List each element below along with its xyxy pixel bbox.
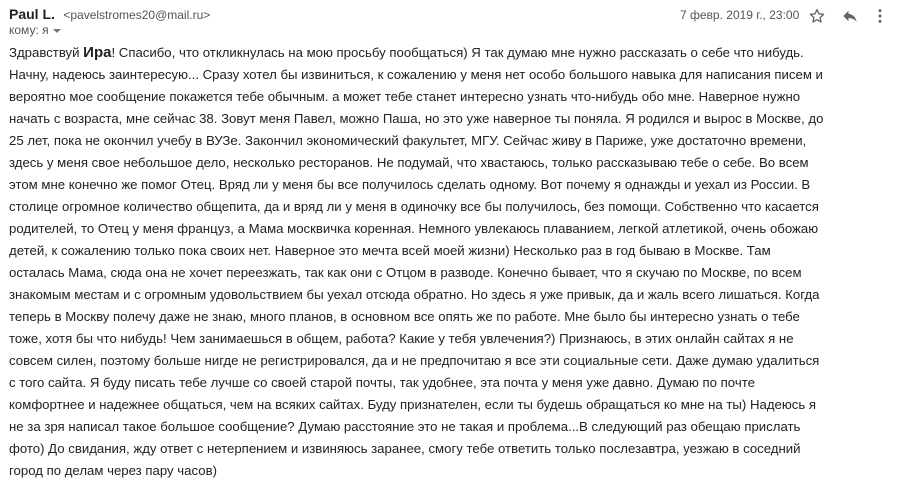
- greeting-line: [9, 42, 894, 64]
- more-vert-icon[interactable]: [871, 7, 889, 25]
- reply-icon[interactable]: [841, 7, 859, 25]
- body-line: город по делам через пару часов): [9, 463, 217, 478]
- message-header: [9, 4, 900, 38]
- body-line: начать с возраста, мне сейчас 38. Зовут меня Павел, можно Паша, но это уже наверное ты поняла. Я родился и вырос в Москве, до: [9, 111, 824, 126]
- body-line: не за зря написал такое большое сообщение? Думаю расстояние это не такая и проблема...В следующий раз обещаю прислать: [9, 419, 801, 434]
- sender-line: [9, 5, 210, 24]
- star-icon[interactable]: [808, 7, 826, 25]
- body-line: знакомым местам и с огромным удовольствием бы уехал отсюда обратно. Но здесь я уже привык, да и жаль всего лишаться. Когда: [9, 287, 820, 302]
- body-line: столице огромное количество общепита, да и вряд ли у меня в одиночку все бы получилось, без помощи. Собственно что касается: [9, 199, 819, 214]
- message-body: [9, 42, 894, 482]
- recipient-label: кому: я: [9, 23, 49, 37]
- body-line: совсем силен, поэтому больше нигде не регистрировался, да и не предпочитаю я все эти социальные сети. Даже думаю удалиться: [9, 353, 820, 368]
- message-date: 7 февр. 2019 г., 23:00: [680, 8, 800, 22]
- body-line: Начну, надеюсь заинтересую... Сразу хотел бы извиниться, к сожалению у меня нет особо большого навыка для написания писем и: [9, 67, 823, 82]
- chevron-down-icon[interactable]: [53, 29, 61, 33]
- body-line: с того сайта. Я буду писать тебе лучше со своей старой почты, так удобнее, эта почта у меня уже давно. Думаю по почте: [9, 375, 755, 390]
- greeting-name: Ира: [83, 44, 112, 61]
- greeting-end: ! Спасибо, что откликнулась на мою просьбу пообщаться) Я так думаю мне нужно рассказать о себе что нибудь.: [111, 45, 804, 60]
- body-line: детей, к сожалению только пока своих нет. Наверное это мечта всей моей жизни) Несколько раз в год бываю в Москве. Там: [9, 243, 771, 258]
- body-line: теперь в Москву полечу даже не знаю, много планов, в основном все опять же по работе. Мне было бы интересно узнать о тебе: [9, 309, 800, 324]
- body-line: тоже, хотя бы что нибудь! Чем занимаешься в общем, работа? Какие у тебя увлечения?) Признаюсь, в этих онлайн сайтах я не: [9, 331, 794, 346]
- body-line: комфортнее и надежнее общаться, чем на всяких сайтах. Буду признателен, если ты будешь обращаться ко мне на ты) Надеюсь я: [9, 397, 817, 412]
- body-line: фото) До свидания, жду ответ с нетерпением и извиняюсь заранее, смогу тебе ответить только послезавтра, уезжаю в соседний: [9, 441, 801, 456]
- body-line: вероятно мое сообщение покажется тебе обычным. а может тебе станет интересно узнать что-нибудь обо мне. Наверное нужно: [9, 89, 801, 104]
- body-line: этом мне конечно же помог Отец. Вряд ли у меня бы все получилось сделать одному. Вот почему я однажды и уехал из России. В: [9, 177, 811, 192]
- body-line: 25 лет, пока не окончил учебу в ВУЗе. Закончил экономический факультет, МГУ. Сейчас живу в Париже, уже достаточно времени,: [9, 133, 807, 148]
- sender-name[interactable]: Paul L.: [9, 6, 55, 22]
- body-line: здесь у меня свое небольшое дело, несколько ресторанов. Не подумай, что хвастаюсь, только рассказываю тебе о себе. Во всем: [9, 155, 809, 170]
- body-line: осталась Мама, сюда она не хочет переезжать, так как они с Отцом в разводе. Конечно бывает, что я скучаю по Москве, по всем: [9, 265, 802, 280]
- greeting-start: Здравствуй: [9, 45, 84, 60]
- recipients-toggle[interactable]: [9, 23, 61, 38]
- sender-email: <pavelstromes20@mail.ru>: [63, 8, 211, 22]
- body-line: родителей, то Отец у меня француз, а Мама москвичка коренная. Немного увлекаюсь плаванием, легкой атлетикой, очень обожаю: [9, 221, 819, 236]
